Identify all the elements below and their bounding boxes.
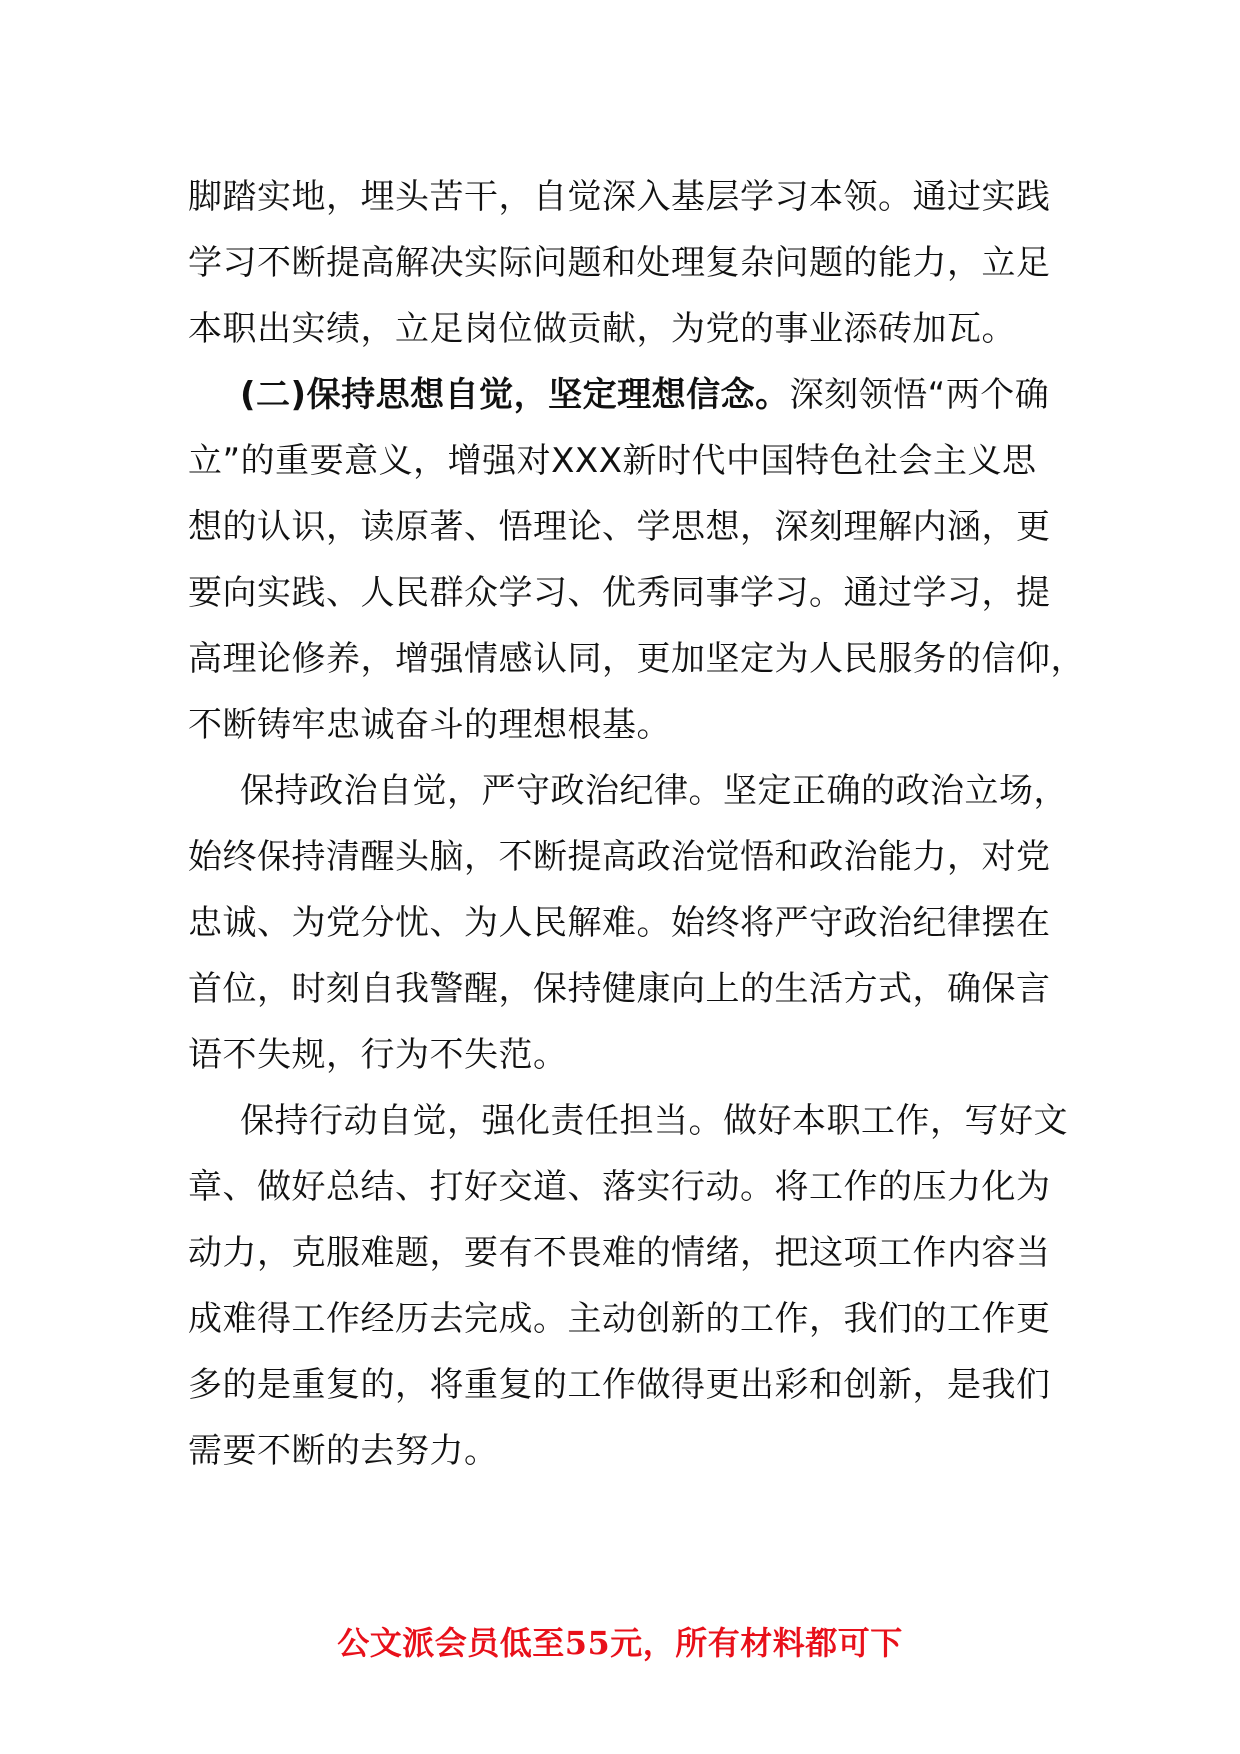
text-line: 学习不断提高解决实际问题和处理复杂问题的能力，立足: [188, 243, 1051, 283]
text-line: 脚踏实地，埋头苦干，自觉深入基层学习本领。通过实践: [188, 177, 1051, 217]
text-line: 始终保持清醒头脑，不断提高政治觉悟和政治能力，对党: [188, 837, 1051, 877]
text-line: [188, 362, 1060, 428]
text-line: 忠诚、为党分忧、为人民解难。始终将严守政治纪律摆在: [188, 903, 1051, 943]
text-line: 动力，克服难题，要有不畏难的情绪，把这项工作内容当: [188, 1233, 1051, 1273]
text-line: 想的认识，读原著、悟理论、学思想，深刻理解内涵，更: [188, 507, 1051, 547]
text-line: 高理论修养，增强情感认同，更加坚定为人民服务的信仰，: [188, 639, 1085, 679]
paragraph-political-awareness: [188, 758, 1068, 1088]
text-line: 首位，时刻自我警醒，保持健康向上的生活方式，确保言: [188, 969, 1051, 1009]
text-line: 需要不断的去努力。: [188, 1431, 499, 1471]
text-line: 要向实践、人民群众学习、优秀同事学习。通过学习，提: [188, 573, 1051, 613]
section-heading: (二)保持思想自觉，坚定理想信念。: [240, 375, 790, 415]
text-line: 多的是重复的，将重复的工作做得更出彩和创新，是我们: [188, 1365, 1051, 1405]
text-line: 本职出实绩，立足岗位做贡献，为党的事业添砖加瓦。: [188, 309, 1016, 349]
text-line: 语不失规，行为不失范。: [188, 1035, 568, 1075]
paragraph-ideological-awareness: [188, 362, 1085, 758]
text-line: 成难得工作经历去完成。主动创新的工作，我们的工作更: [188, 1299, 1051, 1339]
text-line: 保持政治自觉，严守政治纪律。坚定正确的政治立场，: [240, 771, 1068, 811]
text-line: 立”的重要意义，增强对XXX新时代中国特色社会主义思: [188, 441, 1037, 481]
text-line: 不断铸牢忠诚奋斗的理想根基。: [188, 705, 671, 745]
promo-banner-text: 公文派会员低至55元，所有材料都可下: [337, 1624, 903, 1662]
paragraph-action-awareness: [188, 1088, 1068, 1484]
text-line: 章、做好总结、打好交道、落实行动。将工作的压力化为: [188, 1167, 1051, 1207]
paragraph-continuation: [188, 164, 1060, 362]
document-body: [188, 164, 1085, 1484]
heading-followup-text: 深刻领悟“两个确: [789, 375, 1050, 415]
text-line: 保持行动自觉，强化责任担当。做好本职工作，写好文: [240, 1101, 1068, 1141]
